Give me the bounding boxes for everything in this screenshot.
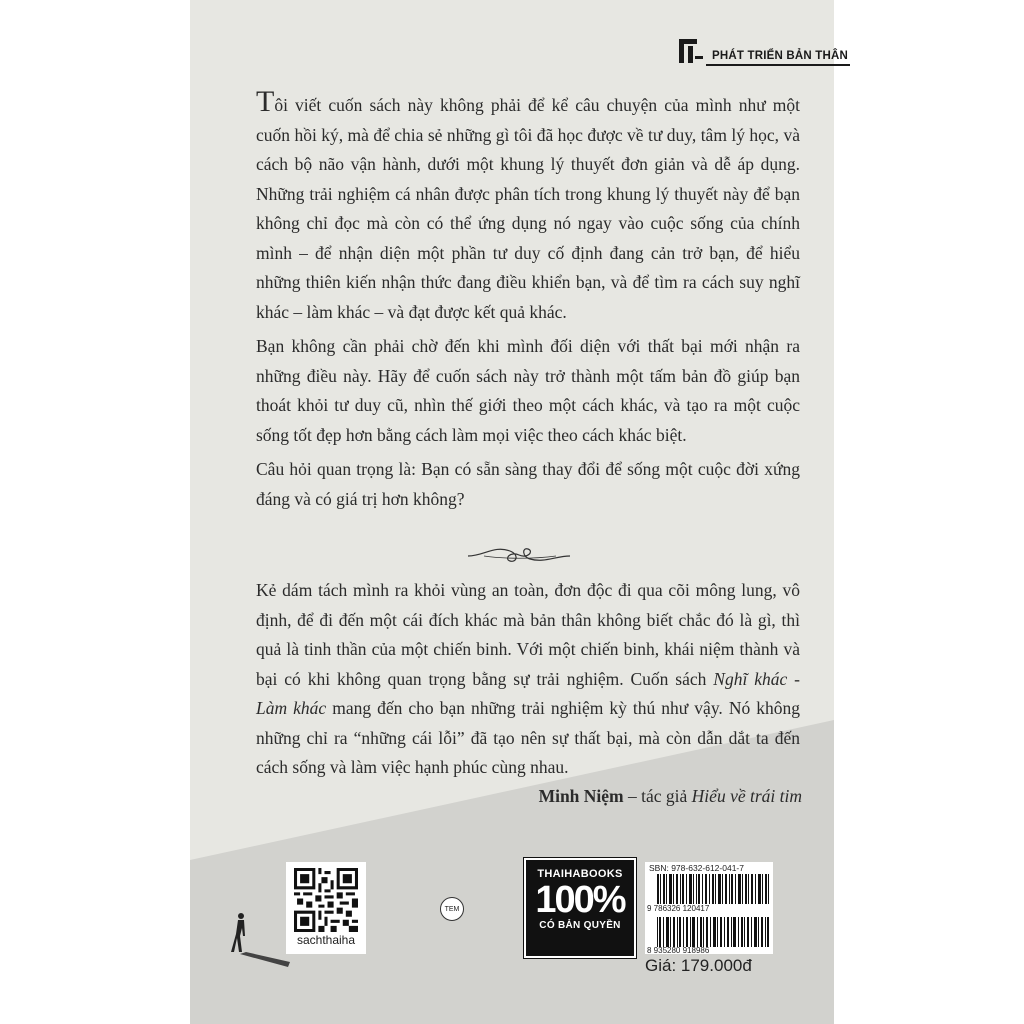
intro-text <box>256 85 800 519</box>
review-paragraph: Kẻ dám tách mình ra khỏi vùng an toàn, đơn độc đi qua cõi mông lung, vô định, để đi đến một cái đích khác mà bản thân không biết chắc đó là gì, thì quả là tinh thần của một chiến binh. Với một chiến binh, khái niệm thành và bại có khi không quan trọng bằng sự trải nghiệm. Cuốn sách Nghĩ khác - Làm khác mang đến cho bạn những trải nghiệm kỳ thú như vậy. Nó không những chỉ ra “những cái lỗi” đã tạo nên sự thất bại, mà còn dẫn dắt ta đến cách sống và làm việc hạnh phúc cùng nhau. <box>256 580 801 777</box>
attribution: Minh Niệm – tác giả Hiểu về trái tim <box>538 786 802 806</box>
back-cover <box>190 0 849 1024</box>
publisher-logo-icon <box>676 36 706 66</box>
barcode-icon <box>657 917 769 947</box>
barcode-digits-2: 8 935280 918986 <box>647 946 710 955</box>
book-title: Nghĩ khác - Làm khác <box>256 668 800 718</box>
flourish-ornament-icon <box>464 539 574 571</box>
barcode-digits-1: 9 786326 120417 <box>647 904 710 913</box>
badge-brand: THAIHABOOKS <box>537 868 623 880</box>
barcode-icon <box>657 874 769 904</box>
isbn-barcode-block <box>645 862 773 954</box>
copyright-badge <box>524 858 636 958</box>
review-text <box>256 576 800 788</box>
author-name: Minh Niệm <box>538 786 624 806</box>
tem-stamp: TEM <box>440 897 464 921</box>
intro-paragraph-1 <box>256 85 800 327</box>
price-label: Giá: 179.000đ <box>645 956 752 975</box>
intro-paragraph-2: Bạn không cần phải chờ đến khi mình đối diện với thất bại mới nhận ra những điều này. Hãy để cuốn sách này trở thành một tấm bản đồ giúp bạn thoát khỏi tư duy cũ, nhìn thế giới theo một cách khác, và tạo ra một cuộc sống tốt đẹp hơn bằng cách làm mọi việc theo cách khác biệt. <box>256 336 800 445</box>
qr-label: sachthaiha <box>296 933 356 947</box>
qr-code-block[interactable] <box>286 862 366 954</box>
publisher-mark <box>676 36 850 66</box>
drop-cap: T <box>256 85 275 118</box>
isbn-number: SBN: 978-632-612-041-7 <box>649 863 744 873</box>
badge-caption: CÓ BẢN QUYỀN <box>539 920 621 931</box>
badge-percent: 100% <box>535 879 625 921</box>
intro-paragraph-3: Câu hỏi quan trọng là: Bạn có sẵn sàng thay đổi để sống một cuộc đời xứng đáng và có giá trị hơn không? <box>256 459 800 509</box>
intro-paragraph-1-text: ôi viết cuốn sách này không phải để kể câu chuyện của mình như một cuốn hồi ký, mà để chia sẻ những gì tôi đã học được về tư duy, tâm lý học, và cách bộ não vận hành, dưới một khung lý thuyết đơn giản và dễ áp dụng. Những trải nghiệm cá nhân được phân tích trong khung lý thuyết này để bạn không chỉ đọc mà còn có thể ứng dụng nó ngay vào cuộc sống của chính mình – để nhận diện một phần tư duy cố định đang cản trở bạn, để hiểu những thiên kiến nhận thức đang điều khiển bạn, và để tìm ra cách suy nghĩ khác – làm khác – và đạt được kết quả khác. <box>256 95 800 322</box>
author-work: Hiểu về trái tim <box>691 786 802 806</box>
publisher-name: PHÁT TRIỂN BẢN THÂN <box>706 50 850 66</box>
qr-code-icon <box>294 868 358 932</box>
